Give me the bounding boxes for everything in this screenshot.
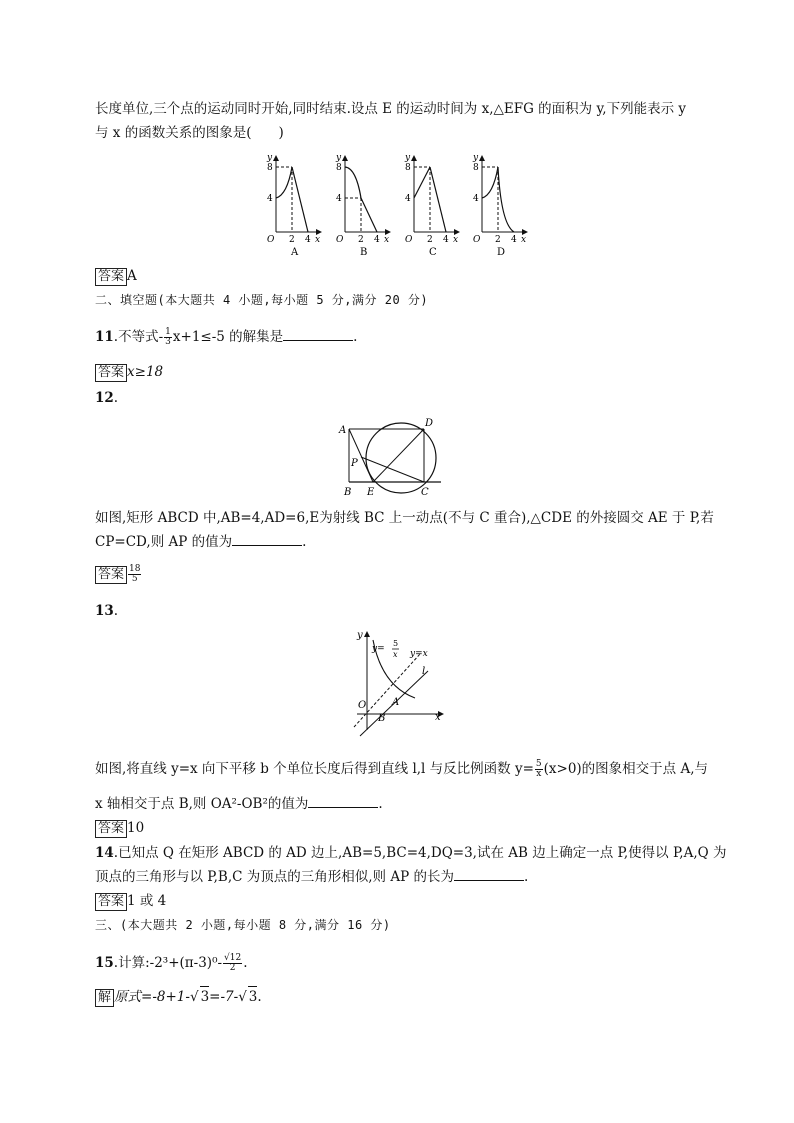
q11-fraction: $\frac{1}{3}$ [165, 327, 171, 347]
svg-text:x: x [453, 235, 459, 245]
svg-text:8: 8 [405, 163, 411, 173]
q10-graphs [255, 150, 535, 258]
svg-text:y: y [405, 153, 411, 163]
svg-text:O: O [267, 235, 275, 245]
svg-text:y=x: y=x [410, 649, 428, 659]
q13-fraction: $\frac{5}{x}$ [535, 759, 542, 779]
q12-answer [95, 564, 142, 584]
svg-text:8: 8 [336, 163, 342, 173]
svg-text:O: O [473, 235, 481, 245]
svg-text:x: x [384, 235, 390, 245]
svg-text:y: y [473, 153, 479, 163]
svg-text:P: P [351, 458, 358, 469]
graph-a [266, 153, 321, 258]
svg-text:y: y [357, 630, 363, 641]
svg-text:4: 4 [336, 194, 342, 204]
svg-text:4: 4 [374, 235, 380, 245]
svg-text:2: 2 [358, 235, 364, 245]
q10-answer-value: A [127, 268, 137, 284]
svg-text:8: 8 [267, 163, 273, 173]
svg-text:O: O [358, 700, 367, 711]
svg-text:2: 2 [289, 235, 295, 245]
svg-text:A: A [339, 425, 347, 436]
svg-text:4: 4 [405, 194, 411, 204]
q15-solution: 解 原式=-8+1-√ 3=-7-√ 3. [95, 986, 262, 1007]
svg-text:4: 4 [473, 194, 479, 204]
q13-text-line2: x 轴相交于点 B,则 OA²-OB²的值为 . [95, 796, 383, 812]
q15-fraction: $\frac{√12}{2}$ [224, 953, 242, 973]
answer-label: 答案 [95, 268, 127, 286]
q14-answer-value: 1 或 4 [127, 893, 167, 909]
q13-blank [308, 795, 378, 808]
svg-text:y: y [336, 153, 342, 163]
svg-text:E: E [367, 487, 375, 498]
q11-text: 11.不等式- $\frac{1}{3}$ x+1≤-5 的解集是 . [95, 327, 358, 347]
svg-text:B: B [344, 487, 352, 498]
q13-answer [95, 818, 144, 838]
svg-text:y: y [267, 153, 273, 163]
svg-text:l: l [422, 666, 426, 677]
q14-blank [454, 868, 524, 881]
q12-figure [335, 412, 455, 502]
svg-text:4: 4 [443, 235, 449, 245]
svg-text:5: 5 [393, 639, 399, 648]
svg-text:C: C [421, 487, 429, 498]
q11-answer-value: x≥18 [127, 364, 164, 380]
q13-answer-value: 10 [127, 820, 145, 836]
answer-label: 答案 [95, 893, 127, 911]
svg-text:x: x [393, 650, 398, 659]
solution-label: 解 [95, 989, 114, 1007]
q11-blank [283, 328, 353, 341]
graph-d-label: D [497, 247, 506, 258]
svg-text:O: O [336, 235, 344, 245]
svg-text:A: A [392, 697, 400, 708]
q12-blank [232, 533, 302, 546]
svg-text:D: D [425, 418, 434, 429]
q13-number: 13. [95, 603, 119, 619]
graph-b [335, 153, 390, 258]
answer-label: 答案 [95, 566, 127, 584]
q10-text-line1: 长度单位,三个点的运动同时开始,同时结束.设点 E 的运动时间为 x,△EFG 的面积为 y,下列能表示 y [95, 101, 687, 117]
svg-text:x: x [315, 235, 321, 245]
q14-text-line2: 顶点的三角形与以 P,B,C 为顶点的三角形相似,则 AP 的长为 . [95, 869, 529, 885]
answer-label: 答案 [95, 820, 127, 838]
q13-text-line1: 如图,将直线 y=x 向下平移 b 个单位长度后得到直线 l,l 与反比例函数 y= $\frac{5}{x}$ (x>0)的图象相交于点 A,与 [95, 759, 709, 779]
q12-answer-fraction: $\frac{18}{5}$ [129, 564, 141, 584]
q13-figure [340, 626, 460, 738]
answer-label: 答案 [95, 364, 127, 382]
svg-text:2: 2 [427, 235, 433, 245]
svg-text:O: O [405, 235, 413, 245]
svg-text:B: B [378, 713, 386, 724]
svg-text:2: 2 [495, 235, 501, 245]
q14-text-line1: 14.已知点 Q 在矩形 ABCD 的 AD 边上,AB=5,BC=4,DQ=3,试在 AB 边上确定一点 P,使得以 P,A,Q 为 [95, 845, 727, 861]
graph-a-label: A [291, 247, 299, 258]
section-3-header: 三、(本大题共 2 小题,每小题 8 分,满分 16 分) [95, 918, 391, 932]
svg-text:4: 4 [511, 235, 517, 245]
q10-text-line2: 与 x 的函数关系的图象是( ) [95, 125, 284, 141]
graph-d [472, 153, 527, 258]
svg-text:4: 4 [305, 235, 311, 245]
svg-text:4: 4 [267, 194, 273, 204]
graph-b-label: B [360, 247, 368, 258]
q11-answer [95, 362, 163, 382]
q12-text-line1: 如图,矩形 ABCD 中,AB=4,AD=6,E为射线 BC 上一动点(不与 C 重合),△CDE 的外接圆交 AE 于 P,若 [95, 510, 714, 526]
svg-text:x: x [521, 235, 527, 245]
q14-answer [95, 891, 166, 911]
q10-answer [95, 266, 137, 286]
svg-text:8: 8 [473, 163, 479, 173]
graph-c-label: C [429, 247, 437, 258]
section-2-header: 二、填空题(本大题共 4 小题,每小题 5 分,满分 20 分) [95, 293, 429, 307]
graph-c [404, 153, 459, 258]
q12-number: 12. [95, 390, 119, 406]
svg-text:x: x [435, 712, 441, 723]
svg-text:y=: y= [372, 644, 385, 654]
q15-text: 15.计算:-2³+(π-3)⁰- $\frac{√12}{2}$ . [95, 953, 248, 973]
q12-text-line2: CP=CD,则 AP 的值为 . [95, 534, 307, 550]
